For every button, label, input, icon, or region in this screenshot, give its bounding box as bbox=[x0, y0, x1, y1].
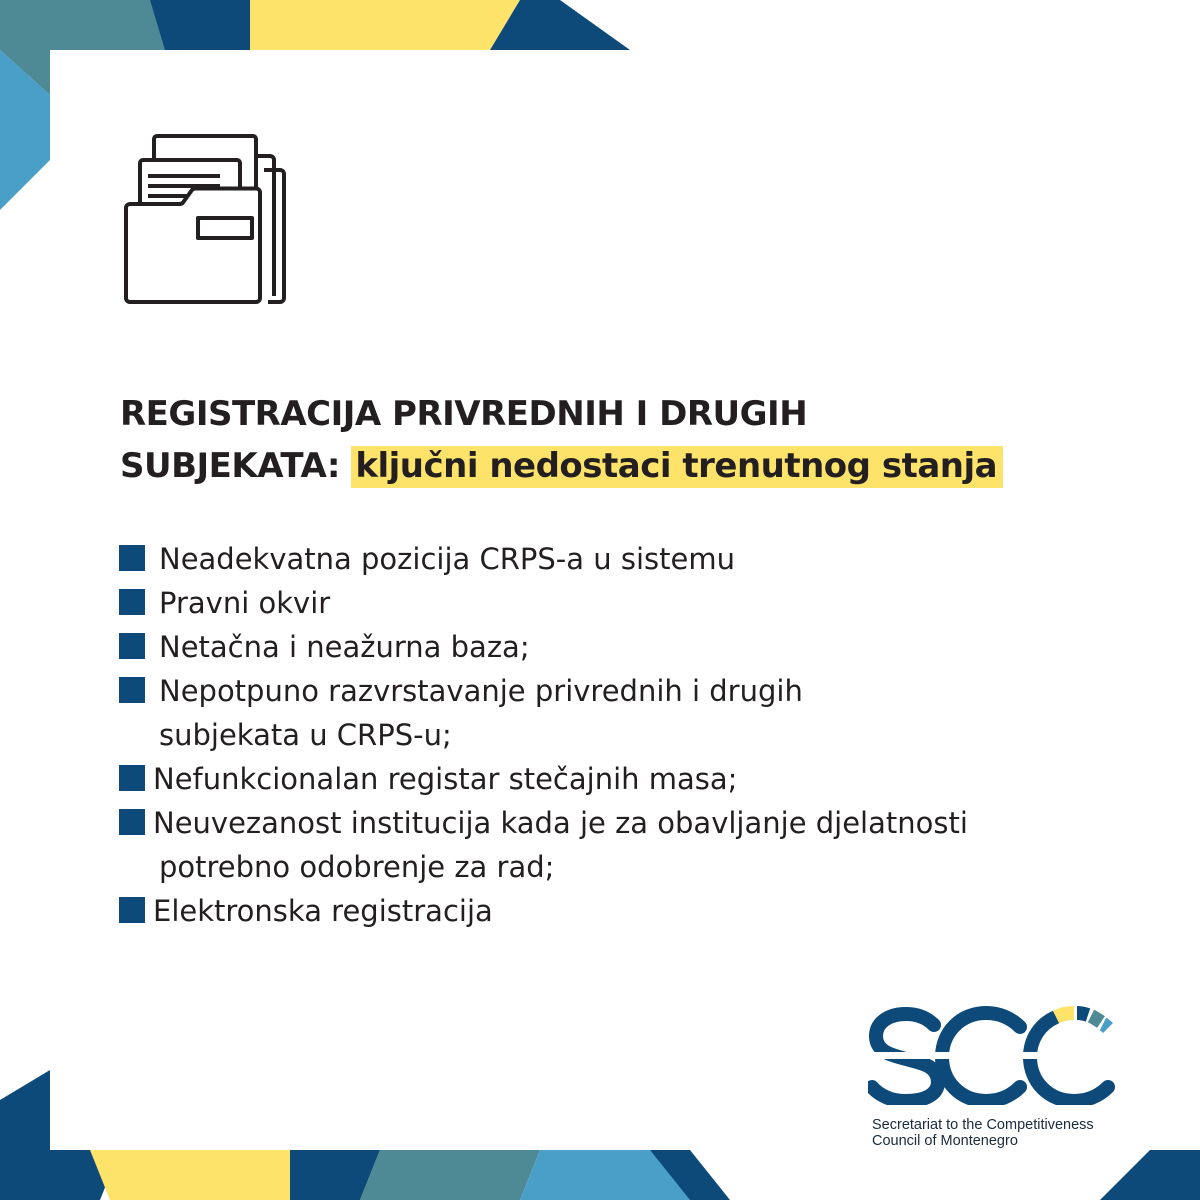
list-item-text: Neadekvatna pozicija CRPS-a u sistemu bbox=[159, 542, 735, 576]
square-bullet-icon bbox=[119, 677, 145, 703]
list-item bbox=[119, 669, 1099, 757]
title-plain-text: SUBJEKATA: bbox=[120, 446, 352, 486]
square-bullet-icon bbox=[119, 589, 145, 615]
folder-with-documents-icon bbox=[120, 130, 292, 308]
logo-caption-line-2: Council of Montenegro bbox=[872, 1133, 1018, 1149]
list-item bbox=[119, 581, 1099, 625]
list-item bbox=[119, 625, 1099, 669]
square-bullet-icon bbox=[119, 545, 145, 571]
logo-caption-line-1: Secretariat to the Competitiveness bbox=[872, 1117, 1094, 1133]
deficiency-list bbox=[119, 537, 1099, 933]
list-item-text: Pravni okvir bbox=[159, 586, 331, 620]
title-line-2 bbox=[120, 440, 1120, 492]
list-item-text: Nefunkcionalan registar stečajnih masa; bbox=[153, 762, 738, 796]
square-bullet-icon bbox=[119, 897, 145, 923]
square-bullet-icon bbox=[119, 765, 145, 791]
list-item-text-continued: subjekata u CRPS-u; bbox=[159, 718, 452, 752]
logo-caption bbox=[872, 1117, 1094, 1149]
page-title bbox=[120, 388, 1120, 492]
list-item-text-continued: potrebno odobrenje za rad; bbox=[159, 850, 555, 884]
title-highlighted-text: ključni nedostaci trenutnog stanja bbox=[351, 446, 1003, 488]
scc-logo bbox=[868, 1005, 1128, 1155]
square-bullet-icon bbox=[119, 809, 145, 835]
list-item bbox=[119, 537, 1099, 581]
list-item bbox=[119, 889, 1099, 933]
title-line-1: REGISTRACIJA PRIVREDNIH I DRUGIH bbox=[120, 394, 808, 434]
list-item bbox=[119, 757, 1099, 801]
scc-logo-mark bbox=[868, 1005, 1118, 1105]
list-item-text: Elektronska registracija bbox=[153, 894, 493, 928]
list-item-text: Neuvezanost institucija kada je za obavljanje djelatnosti bbox=[153, 806, 968, 840]
list-item-text: Nepotpuno razvrstavanje privrednih i drugih bbox=[159, 674, 803, 708]
list-item-text: Netačna i neažurna baza; bbox=[159, 630, 530, 664]
list-item bbox=[119, 801, 1099, 889]
square-bullet-icon bbox=[119, 633, 145, 659]
